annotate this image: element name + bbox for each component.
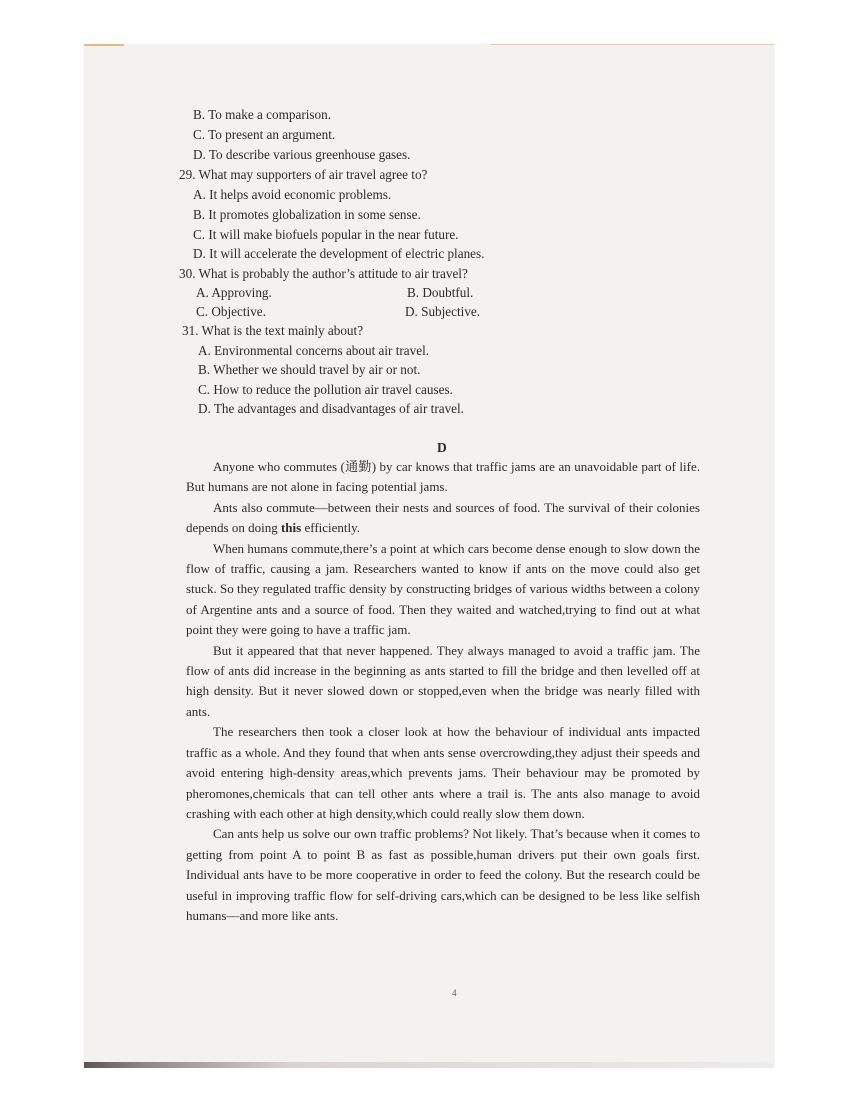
option-d-q31: D. The advantages and disadvantages of air travel. — [198, 401, 464, 416]
passage-paragraph-2 — [186, 498, 700, 539]
passage-paragraph-5: The researchers then took a closer look at how the behaviour of individual ants impacted traffic as a whole. And they found that when ants sense overcrowding,they adjust their speeds and avoid entering high-density areas,which prevents jams. Their behaviour may be promoted by pheromones,chemicals that can tell other ants where a trail is. The ants also manage to avoid crashing with each other at high density,which could really slow them down. — [186, 724, 700, 821]
option-b-q29: B. It promotes globalization in some sense. — [193, 207, 421, 222]
option-a-q31: A. Environmental concerns about air travel. — [198, 343, 430, 358]
question-31-stem: 31. What is the text mainly about? — [182, 323, 364, 338]
option-b-q31: B. Whether we should travel by air or not. — [198, 362, 421, 377]
option-c-q31: C. How to reduce the pollution air travel causes. — [198, 382, 453, 397]
option-c-q28: C. To present an argument. — [193, 127, 336, 142]
passage-paragraph-2-start: Ants also commute—between their nests and sources of food. The survival of their colonies depends on doing — [186, 499, 700, 536]
option-d-q28: D. To describe various greenhouse gases. — [193, 147, 411, 162]
passage-paragraph-2-end: efficiently. — [301, 520, 361, 536]
passage-paragraph-6: Can ants help us solve our own traffic problems? Not likely. That’s because when it comes to getting from point A to point B as fast as possible,human drivers put their own goals first. Individual ants have to be more cooperative in order to feed the colony. But the research could be useful in improving traffic flow for self-driving cars,which can be designed to be less like selfish humans—and more like ants. — [186, 826, 700, 923]
option-c-q30: C. Objective. — [196, 304, 266, 319]
question-30-stem: 30. What is probably the author’s attitude to air travel? — [179, 266, 468, 281]
page-number: 4 — [452, 988, 457, 998]
question-29-stem: 29. What may supporters of air travel agree to? — [179, 167, 428, 182]
passage-d — [186, 457, 700, 926]
passage-paragraph-1: Anyone who commutes (通勤) by car knows that traffic jams are an unavoidable part of life. But humans are not alone in facing potential jams. — [186, 459, 700, 495]
option-d-q30: D. Subjective. — [405, 304, 481, 319]
option-a-q29: A. It helps avoid economic problems. — [193, 187, 392, 202]
option-a-q30: A. Approving. — [196, 285, 272, 300]
option-b-q30: B. Doubtful. — [407, 285, 474, 300]
option-b-q28: B. To make a comparison. — [193, 107, 332, 122]
passage-keyword-this: this — [280, 520, 302, 536]
option-c-q29: C. It will make biofuels popular in the near future. — [193, 227, 459, 242]
option-d-q29: D. It will accelerate the development of electric planes. — [193, 246, 485, 261]
section-d-title: D — [437, 440, 447, 455]
passage-paragraph-4: But it appeared that that never happened. They always managed to avoid a traffic jam. The flow of ants did increase in the beginning as ants started to fill the bridge and then levelled off at high density. But it never slowed down or stopped,even when the bridge was nearly filled with ants. — [186, 642, 700, 719]
passage-paragraph-3: When humans commute,there’s a point at which cars become dense enough to slow down the flow of traffic, causing a jam. Researchers wanted to know if ants on the move could also get stuck. So they regulated traffic density by constructing bridges of various widths between a colony of Argentine ants and a source of food. Then they waited and watched,trying to find out at what point they were going to have a traffic jam. — [186, 540, 700, 638]
